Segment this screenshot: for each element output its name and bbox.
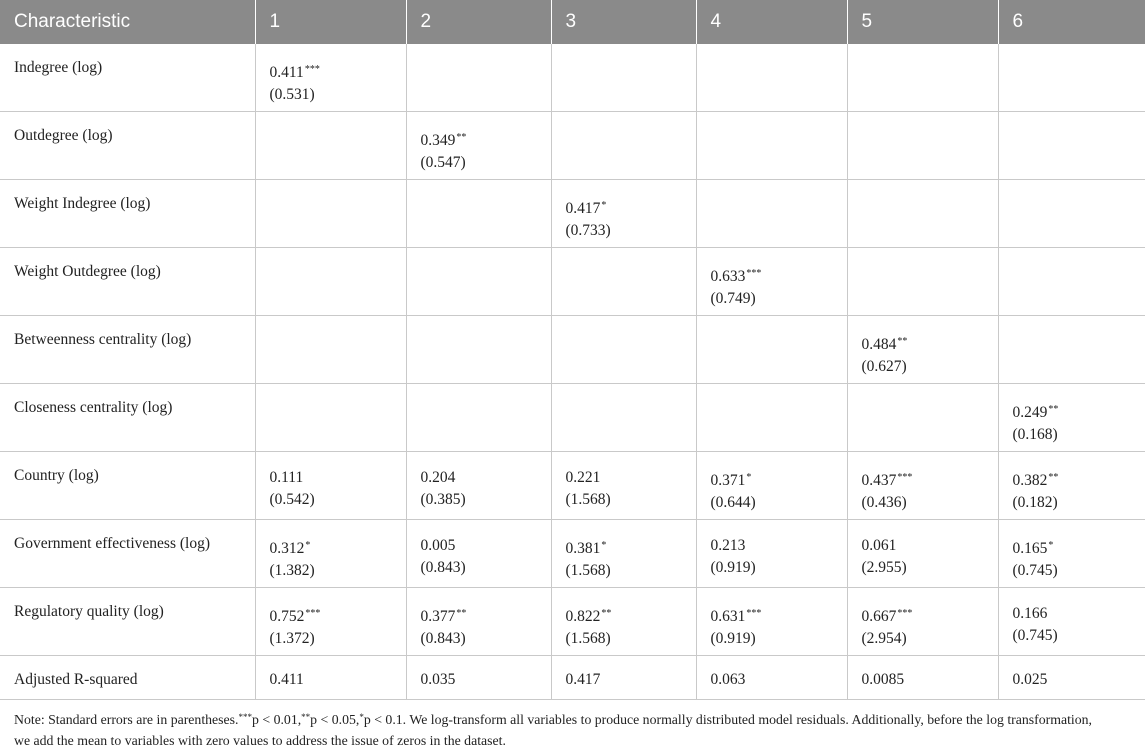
coefficient-value: 0.667 xyxy=(862,608,897,625)
coefficient-cell xyxy=(270,452,406,511)
coefficient-value: 0.822 xyxy=(566,608,601,625)
standard-error: (0.182) xyxy=(1013,492,1145,514)
table-cell xyxy=(406,452,551,520)
row-label: Betweenness centrality (log) xyxy=(0,316,255,384)
table-cell xyxy=(406,520,551,588)
coefficient-cell xyxy=(1013,588,1145,647)
row-label: Closeness centrality (log) xyxy=(0,384,255,452)
table-cell xyxy=(998,112,1145,180)
table-cell xyxy=(998,44,1145,112)
significance-stars: * xyxy=(746,472,751,483)
significance-stars: *** xyxy=(305,64,320,75)
table-cell xyxy=(255,112,406,180)
standard-error: (0.627) xyxy=(862,356,998,378)
coefficient-value: 0.249 xyxy=(1013,404,1048,421)
standard-error: (0.919) xyxy=(711,557,847,579)
row-label: Outdegree (log) xyxy=(0,112,255,180)
coefficient-value: 0.166 xyxy=(1013,605,1048,622)
standard-error: (0.644) xyxy=(711,492,847,514)
coefficient-cell xyxy=(566,452,696,511)
table-cell xyxy=(406,44,551,112)
standard-error: (0.436) xyxy=(862,492,998,514)
coefficient-cell xyxy=(1013,520,1145,582)
table-cell xyxy=(696,112,847,180)
table-cell xyxy=(847,588,998,656)
standard-error: (0.843) xyxy=(421,628,551,650)
coefficient-line xyxy=(270,59,406,84)
header-characteristic: Characteristic xyxy=(0,0,255,44)
table-cell xyxy=(696,452,847,520)
table-cell xyxy=(406,180,551,248)
significance-stars: *** xyxy=(897,608,912,619)
standard-error: (2.955) xyxy=(862,557,998,579)
significance-stars: ** xyxy=(1048,404,1058,415)
coefficient-value: 0.213 xyxy=(711,537,746,554)
table-cell xyxy=(255,588,406,656)
coefficient-value: 0.111 xyxy=(270,469,304,486)
coefficient-line xyxy=(566,195,696,220)
coefficient-value: 0.417 xyxy=(566,200,601,217)
standard-error: (0.749) xyxy=(711,288,847,310)
table-cell xyxy=(406,112,551,180)
coefficient-line xyxy=(1013,603,1145,625)
table-cell xyxy=(847,44,998,112)
significance-stars: *** xyxy=(305,608,320,619)
coefficient-line xyxy=(270,535,406,560)
table-cell xyxy=(551,44,696,112)
coefficient-line xyxy=(711,467,847,492)
table-cell xyxy=(847,112,998,180)
standard-error: (0.733) xyxy=(566,220,696,242)
coefficient-cell xyxy=(270,588,406,650)
row-label: Country (log) xyxy=(0,452,255,520)
coefficient-cell xyxy=(421,520,551,579)
coefficient-line xyxy=(711,263,847,288)
coefficient-value: 0.381 xyxy=(566,540,601,557)
coefficient-line xyxy=(566,467,696,489)
row-label: Regulatory quality (log) xyxy=(0,588,255,656)
coefficient-cell xyxy=(862,520,998,579)
coefficient-cell xyxy=(566,180,696,242)
coefficient-value: 0.484 xyxy=(862,336,897,353)
table-cell xyxy=(847,384,998,452)
table-cell xyxy=(551,112,696,180)
header-model-6: 6 xyxy=(998,0,1145,44)
coefficient-line xyxy=(270,467,406,489)
table-row xyxy=(0,384,1145,452)
significance-stars: * xyxy=(601,200,606,211)
coefficient-value: 0.633 xyxy=(711,268,746,285)
coefficient-cell xyxy=(566,588,696,650)
table-cell xyxy=(696,248,847,316)
coefficient-value: 0.312 xyxy=(270,540,305,557)
coefficient-cell xyxy=(270,520,406,582)
coefficient-line xyxy=(862,331,998,356)
note-stars-2: ** xyxy=(301,712,310,722)
r-squared-value: 0.063 xyxy=(696,656,847,700)
coefficient-line xyxy=(862,603,998,628)
coefficient-line xyxy=(1013,535,1145,560)
coefficient-cell xyxy=(862,452,998,514)
significance-stars: ** xyxy=(897,336,907,347)
coefficient-value: 0.061 xyxy=(862,537,897,554)
standard-error: (1.568) xyxy=(566,560,696,582)
note-text-1: Note: Standard errors are in parentheses. xyxy=(14,712,239,727)
standard-error: (1.382) xyxy=(270,560,406,582)
row-label: Indegree (log) xyxy=(0,44,255,112)
table-footnote xyxy=(14,707,1094,751)
significance-stars: ** xyxy=(1048,472,1058,483)
coefficient-line xyxy=(862,467,998,492)
coefficient-cell xyxy=(862,316,998,378)
standard-error: (0.919) xyxy=(711,628,847,650)
coefficient-value: 0.752 xyxy=(270,608,305,625)
table-row xyxy=(0,316,1145,384)
table-cell xyxy=(998,248,1145,316)
standard-error: (0.745) xyxy=(1013,625,1145,647)
coefficient-value: 0.631 xyxy=(711,608,746,625)
table-cell xyxy=(551,452,696,520)
standard-error: (0.843) xyxy=(421,557,551,579)
significance-stars: ** xyxy=(456,132,466,143)
table-cell xyxy=(255,384,406,452)
coefficient-line xyxy=(421,535,551,557)
coefficient-line xyxy=(270,603,406,628)
table-cell xyxy=(998,588,1145,656)
table-row xyxy=(0,44,1145,112)
significance-stars: ** xyxy=(601,608,611,619)
significance-stars: * xyxy=(1048,540,1053,551)
standard-error: (2.954) xyxy=(862,628,998,650)
note-stars-1: *** xyxy=(239,712,253,722)
standard-error: (0.385) xyxy=(421,489,551,511)
table-cell xyxy=(406,248,551,316)
standard-error: (0.531) xyxy=(270,84,406,106)
coefficient-cell xyxy=(711,520,847,579)
header-model-5: 5 xyxy=(847,0,998,44)
r-squared-value: 0.0085 xyxy=(847,656,998,700)
table-row xyxy=(0,248,1145,316)
coefficient-line xyxy=(711,535,847,557)
table-row xyxy=(0,588,1145,656)
table-cell xyxy=(847,316,998,384)
row-label: Weight Outdegree (log) xyxy=(0,248,255,316)
note-text-4: p < 0.1. We log-transform all variables to produce normally distributed model residuals. Additionally, before the log transformation, we add the mean to variables with zero values to address the issue of zeros in the dataset. xyxy=(14,712,1092,748)
coefficient-value: 0.377 xyxy=(421,608,456,625)
coefficient-cell xyxy=(862,588,998,650)
coefficient-cell xyxy=(711,452,847,514)
coefficient-value: 0.437 xyxy=(862,472,897,489)
coefficient-cell xyxy=(711,248,847,310)
significance-stars: * xyxy=(601,540,606,551)
note-text-3: p < 0.05, xyxy=(310,712,359,727)
table-cell xyxy=(847,452,998,520)
standard-error: (0.542) xyxy=(270,489,406,511)
coefficient-cell xyxy=(270,44,406,106)
header-model-2: 2 xyxy=(406,0,551,44)
significance-stars: ** xyxy=(456,608,466,619)
significance-stars: * xyxy=(305,540,310,551)
table-cell xyxy=(255,452,406,520)
table-cell xyxy=(696,44,847,112)
table-cell xyxy=(847,248,998,316)
coefficient-line xyxy=(1013,467,1145,492)
coefficient-line xyxy=(421,127,551,152)
significance-stars: *** xyxy=(897,472,912,483)
table-cell xyxy=(406,588,551,656)
table-cell xyxy=(551,316,696,384)
table-cell xyxy=(255,180,406,248)
coefficient-value: 0.204 xyxy=(421,469,456,486)
r-squared-value: 0.025 xyxy=(998,656,1145,700)
table-cell xyxy=(551,520,696,588)
table-cell xyxy=(255,44,406,112)
coefficient-cell xyxy=(1013,384,1145,446)
table-cell xyxy=(998,452,1145,520)
coefficient-cell xyxy=(711,588,847,650)
coefficient-cell xyxy=(566,520,696,582)
row-label: Adjusted R-squared xyxy=(0,656,255,700)
coefficient-value: 0.382 xyxy=(1013,472,1048,489)
coefficient-line xyxy=(566,535,696,560)
table-row xyxy=(0,112,1145,180)
standard-error: (1.568) xyxy=(566,489,696,511)
standard-error: (0.745) xyxy=(1013,560,1145,582)
r-squared-value: 0.411 xyxy=(255,656,406,700)
table-cell xyxy=(998,180,1145,248)
coefficient-line xyxy=(421,603,551,628)
coefficient-cell xyxy=(421,452,551,511)
row-label: Weight Indegree (log) xyxy=(0,180,255,248)
coefficient-value: 0.349 xyxy=(421,132,456,149)
coefficient-value: 0.411 xyxy=(270,64,304,81)
coefficient-line xyxy=(1013,399,1145,424)
table-row-adjusted-r-squared xyxy=(0,656,1145,700)
table-cell xyxy=(696,520,847,588)
row-label: Government effectiveness (log) xyxy=(0,520,255,588)
note-text-2: p < 0.01, xyxy=(252,712,301,727)
table-row xyxy=(0,452,1145,520)
table-cell xyxy=(696,588,847,656)
table-row xyxy=(0,180,1145,248)
coefficient-value: 0.165 xyxy=(1013,540,1048,557)
table-cell xyxy=(551,248,696,316)
table-cell xyxy=(847,520,998,588)
table-cell xyxy=(847,180,998,248)
table-cell xyxy=(551,180,696,248)
table-cell xyxy=(696,316,847,384)
coefficient-cell xyxy=(421,112,551,174)
table-cell xyxy=(255,316,406,384)
coefficient-line xyxy=(862,535,998,557)
table-cell xyxy=(255,248,406,316)
header-model-1: 1 xyxy=(255,0,406,44)
header-row xyxy=(0,0,1145,44)
coefficient-value: 0.371 xyxy=(711,472,746,489)
header-model-3: 3 xyxy=(551,0,696,44)
table-cell xyxy=(998,316,1145,384)
header-model-4: 4 xyxy=(696,0,847,44)
table-cell xyxy=(551,588,696,656)
table-cell xyxy=(551,384,696,452)
standard-error: (0.168) xyxy=(1013,424,1145,446)
coefficient-value: 0.005 xyxy=(421,537,456,554)
significance-stars: *** xyxy=(746,608,761,619)
table-cell xyxy=(696,180,847,248)
table-cell xyxy=(998,384,1145,452)
table-cell xyxy=(255,520,406,588)
table-cell xyxy=(406,316,551,384)
standard-error: (1.568) xyxy=(566,628,696,650)
table-cell xyxy=(998,520,1145,588)
coefficient-line xyxy=(421,467,551,489)
coefficient-cell xyxy=(1013,452,1145,514)
standard-error: (1.372) xyxy=(270,628,406,650)
table-cell xyxy=(406,384,551,452)
standard-error: (0.547) xyxy=(421,152,551,174)
r-squared-value: 0.035 xyxy=(406,656,551,700)
note-stars-3: * xyxy=(359,712,364,722)
coefficient-line xyxy=(566,603,696,628)
significance-stars: *** xyxy=(746,268,761,279)
coefficient-cell xyxy=(421,588,551,650)
coefficient-value: 0.221 xyxy=(566,469,601,486)
table-row xyxy=(0,520,1145,588)
coefficient-line xyxy=(711,603,847,628)
r-squared-value: 0.417 xyxy=(551,656,696,700)
table-cell xyxy=(696,384,847,452)
